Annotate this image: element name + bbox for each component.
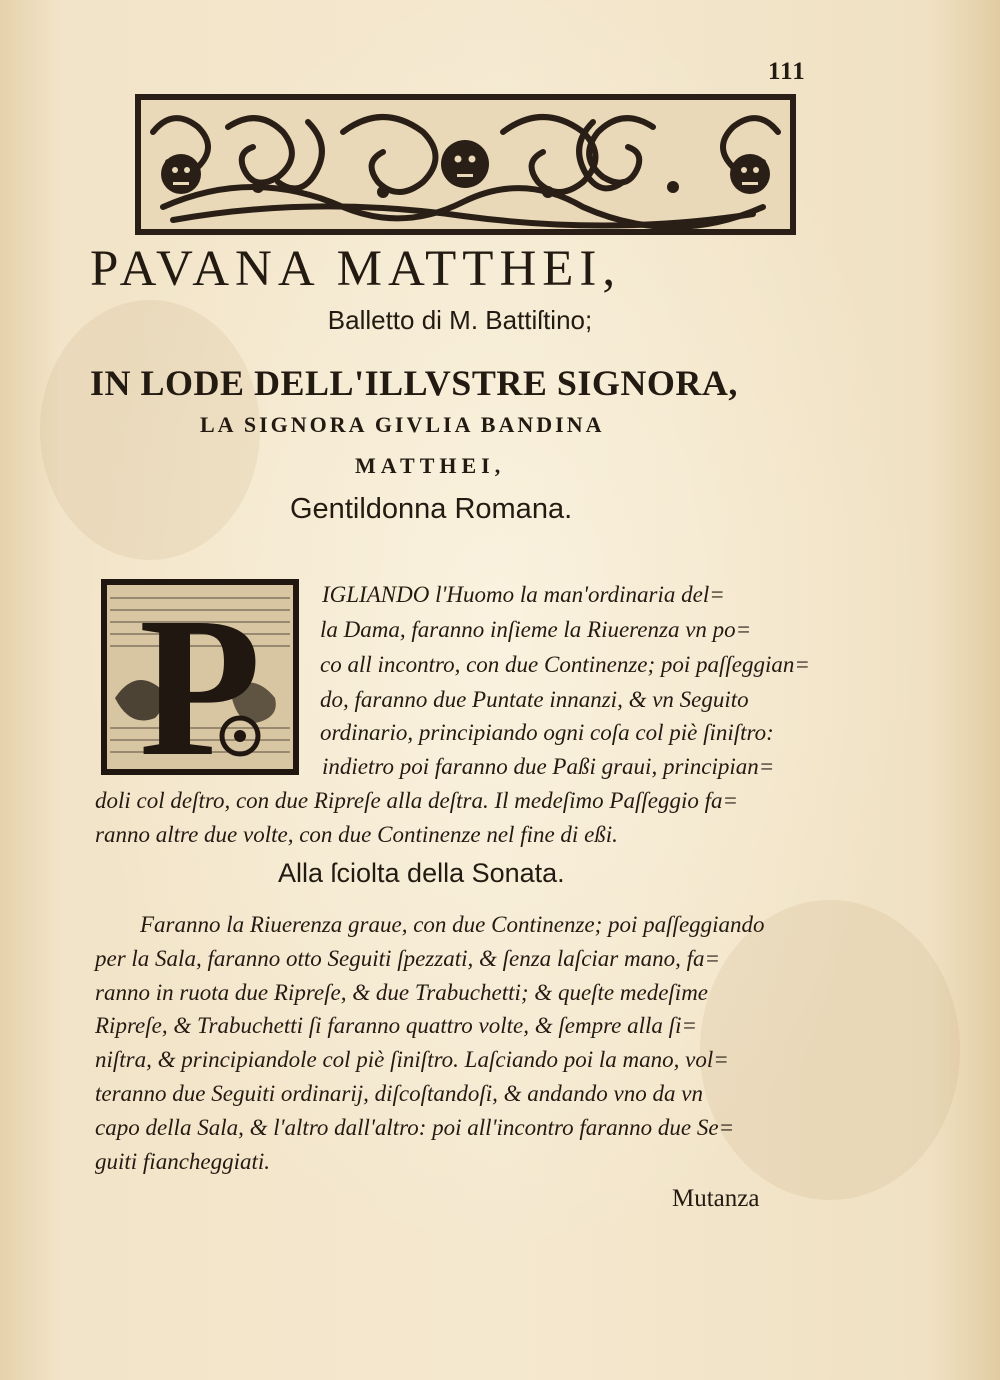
decorated-initial <box>100 578 300 776</box>
drop-cap-letter: P <box>138 578 262 776</box>
page-number: 111 <box>768 58 806 85</box>
catchword: Mutanza <box>672 1185 760 1212</box>
body-text-line: guiti fiancheggiati. <box>95 1149 271 1174</box>
dedication-line: IN LODE DELL'ILLVSTRE SIGNORA, <box>90 363 738 403</box>
body-text-line: teranno due Seguiti ordinarij, diſcoſtandoſi, & andando vno da vn <box>95 1081 703 1106</box>
body-text-line: do, faranno due Puntate innanzi, & vn Seguito <box>320 687 749 712</box>
ornamental-headpiece <box>133 92 798 237</box>
body-text-line: IGLIANDO l'Huomo la man'ordinaria del= <box>322 582 725 607</box>
section-heading: Alla ſciolta della Sonata. <box>278 858 565 888</box>
dedication-line: LA SIGNORA GIVLIA BANDINA <box>200 412 605 437</box>
body-text-line: ranno in ruota due Ripreſe, & due Trabuchetti; & queſte medeſime <box>95 980 709 1005</box>
body-text-line: doli col deſtro, con due Ripreſe alla deſtra. Il medeſimo Paſſeggio fa= <box>95 788 739 813</box>
subtitle: Balletto di M. Battiſtino; <box>327 305 593 335</box>
body-text-line: ordinario, principiando ogni coſa col piè ſiniſtro: <box>320 720 774 745</box>
dedication-line: MATTHEI, <box>355 453 506 478</box>
body-text-line: Faranno la Riuerenza graue, con due Continenze; poi paſſeggiando <box>140 912 765 937</box>
body-text-line: co all incontro, con due Continenze; poi paſſeggian= <box>320 652 810 677</box>
body-text-line: Ripreſe, & Trabuchetti ſi faranno quattro volte, & ſempre alla ſi= <box>95 1013 697 1038</box>
page-title: PAVANA MATTHEI, <box>90 241 622 297</box>
body-text-line: per la Sala, faranno otto Seguiti ſpezzati, & ſenza laſciar mano, fa= <box>95 946 721 971</box>
body-text-line: la Dama, faranno inſieme la Riuerenza vn po= <box>320 617 752 642</box>
dedication-line: Gentildonna Romana. <box>290 493 573 525</box>
body-text-line: indietro poi faranno due Paßi graui, principian= <box>322 754 775 779</box>
paper-stain <box>700 900 960 1200</box>
body-text-line: capo della Sala, & l'altro dall'altro: poi all'incontro faranno due Se= <box>95 1115 735 1140</box>
body-text-line: ranno altre due volte, con due Continenze nel fine di eßi. <box>95 822 618 847</box>
body-text-line: niſtra, & principiandole col piè ſiniſtro. Laſciando poi la mano, vol= <box>95 1047 729 1072</box>
